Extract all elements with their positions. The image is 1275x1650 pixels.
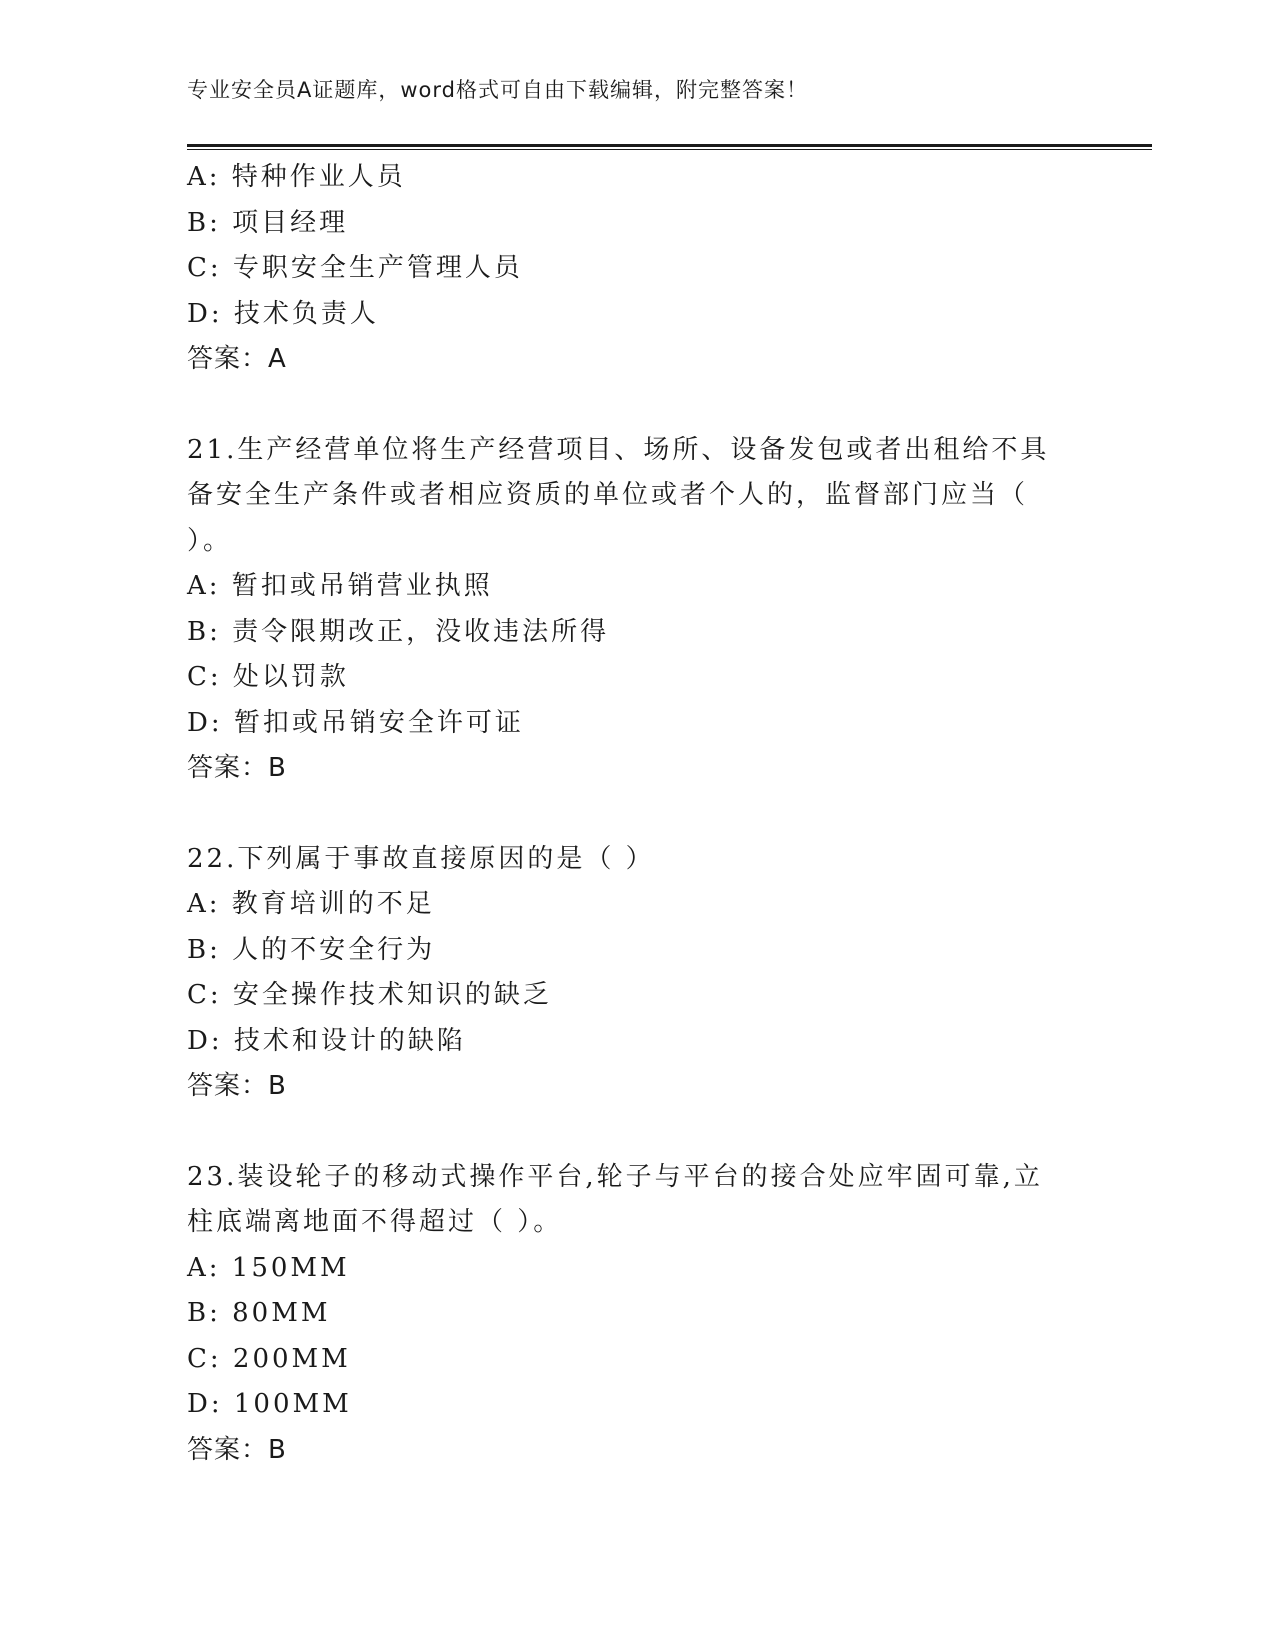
question-22 (187, 837, 1087, 1110)
question-stem: 23.装设轮子的移动式操作平台,轮子与平台的接合处应牢固可靠,立柱底端离地面不得超过（ ）。 (187, 1161, 1043, 1237)
answer-label: 答案：B (187, 1434, 287, 1465)
option-b: B: 80MM (187, 1298, 331, 1328)
option-b: B: 责令限期改正，没收违法所得 (187, 616, 610, 647)
header-divider-thick (187, 144, 1152, 147)
question-21 (187, 428, 1087, 792)
header-divider (187, 144, 1152, 150)
option-a: A: 教育培训的不足 (187, 889, 435, 919)
question-list (187, 155, 1087, 1473)
answer-label: 答案：A (187, 344, 287, 374)
answer-label: 答案：B (187, 753, 287, 783)
option-a: A: 暂扣或吊销营业执照 (187, 571, 493, 601)
option-d: D: 技术负责人 (187, 298, 379, 329)
option-c: C: 处以罚款 (187, 662, 349, 692)
question-stem: 21.生产经营单位将生产经营项目、场所、设备发包或者出租给不具备安全生产条件或者相应资质的单位或者个人的，监督部门应当（ ）。 (187, 434, 1050, 556)
option-c: C: 200MM (187, 1343, 351, 1374)
question-20-tail (187, 155, 1087, 383)
option-b: B: 项目经理 (187, 207, 349, 238)
question-23 (187, 1155, 1087, 1474)
option-d: D: 技术和设计的缺陷 (187, 1025, 466, 1056)
option-b: B: 人的不安全行为 (187, 934, 436, 965)
option-d: D: 100MM (187, 1389, 352, 1419)
option-c: C: 安全操作技术知识的缺乏 (187, 980, 552, 1010)
option-a: A: 150MM (187, 1252, 350, 1283)
option-a: A: 特种作业人员 (187, 162, 406, 192)
option-c: C: 专职安全生产管理人员 (187, 253, 523, 283)
header-divider-thin (187, 149, 1152, 150)
question-stem: 22.下列属于事故直接原因的是（ ） (187, 843, 655, 874)
document-header-note: 专业安全员A证题库，word格式可自由下载编辑，附完整答案！ (187, 78, 808, 102)
answer-label: 答案：B (187, 1071, 287, 1101)
option-d: D: 暂扣或吊销安全许可证 (187, 707, 524, 738)
